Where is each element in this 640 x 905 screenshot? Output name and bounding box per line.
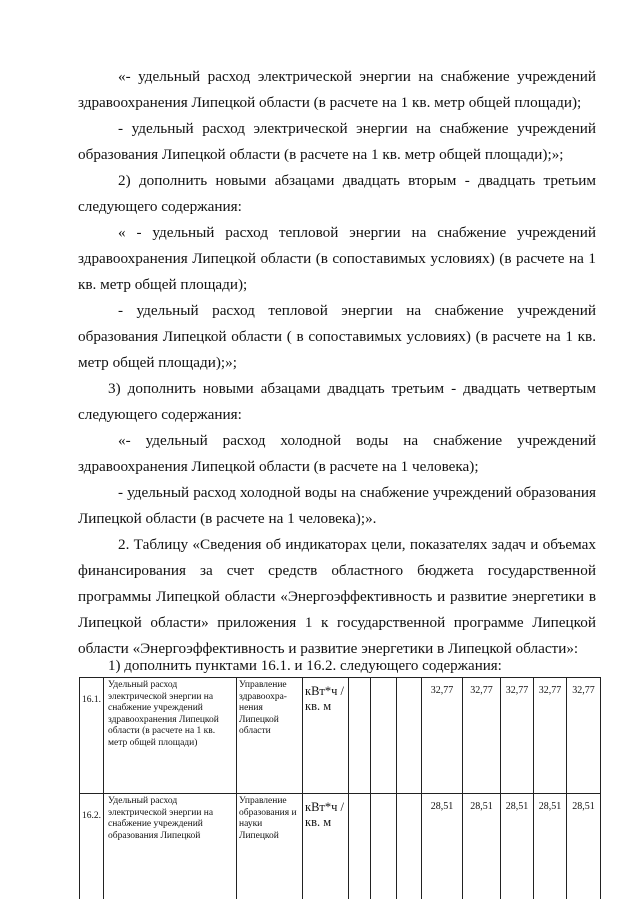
value-cell: 32,77: [534, 678, 567, 794]
empty-cell: [371, 794, 397, 900]
value-cell: 32,77: [422, 678, 463, 794]
indicator-name: Удельный расход электрической энергии на снабжение учреждений здравоохранения Липецкой области (в расчете на 1 кв. метр общей площади): [104, 678, 237, 794]
responsible-org: Управление образования и науки Липецкой: [237, 794, 303, 900]
value-cell: 32,77: [567, 678, 601, 794]
value-cell: 28,51: [422, 794, 463, 900]
value-cell: 28,51: [463, 794, 501, 900]
value-cell: 32,77: [463, 678, 501, 794]
table-row: [80, 794, 601, 900]
paragraph-3: 2) дополнить новыми абзацами двадцать вторым - двадцать третьим следующего содержания:: [78, 172, 596, 215]
table-row: [80, 678, 601, 794]
paragraph-1: «- удельный расход электрической энергии на снабжение учреждений здравоохранения Липецкой области (в расчете на 1 кв. метр общей площади);: [78, 68, 596, 111]
unit-cell: кВт*ч /кв. м: [303, 678, 349, 794]
empty-cell: [397, 794, 422, 900]
value-cell: 32,77: [501, 678, 534, 794]
value-cell: 28,51: [534, 794, 567, 900]
unit-cell: кВт*ч /кв. м: [303, 794, 349, 900]
paragraph-10: 1) дополнить пунктами 16.1. и 16.2. следующего содержания:: [108, 658, 502, 674]
empty-cell: [349, 678, 371, 794]
row-number: 16.1.: [80, 678, 104, 794]
empty-cell: [349, 794, 371, 900]
value-cell: 28,51: [501, 794, 534, 900]
paragraph-9: 2. Таблицу «Сведения об индикаторах цели, показателях задач и объемах финансирования за счет средств областного бюджета государственной программы Липецкой области «Энергоэффективность и развитие энергетики в Липецкой области» приложения 1 к государственной программе Липецкой области «Энергоэффективность и развитие энергетики в Липецкой области»:: [78, 536, 596, 657]
responsible-org: Управление здравоохра-нения Липецкой области: [237, 678, 303, 794]
paragraph-8: - удельный расход холодной воды на снабжение учреждений образования Липецкой области (в расчете на 1 человека);».: [78, 484, 596, 527]
paragraph-7: «- удельный расход холодной воды на снабжение учреждений здравоохранения Липецкой области (в расчете на 1 человека);: [78, 432, 596, 475]
paragraph-4: « - удельный расход тепловой энергии на снабжение учреждений здравоохранения Липецкой области (в сопоставимых условиях) (в расчете на 1 кв. метр общей площади);: [78, 224, 596, 293]
row-number: 16.2.: [80, 794, 104, 900]
empty-cell: [371, 678, 397, 794]
paragraph-6: 3) дополнить новыми абзацами двадцать третьим - двадцать четвертым следующего содержания:: [78, 380, 596, 423]
value-cell: 28,51: [567, 794, 601, 900]
indicator-name: Удельный расход электрической энергии на снабжение учреждений образования Липецкой: [104, 794, 237, 900]
paragraph-5: - удельный расход тепловой энергии на снабжение учреждений образования Липецкой области ( в сопоставимых условиях) (в расчете на 1 кв. метр общей площади);»;: [78, 302, 596, 371]
empty-cell: [397, 678, 422, 794]
indicators-table: [79, 677, 601, 899]
paragraph-2: - удельный расход электрической энергии на снабжение учреждений образования Липецкой области (в расчете на 1 кв. метр общей площади);»;: [78, 120, 596, 163]
